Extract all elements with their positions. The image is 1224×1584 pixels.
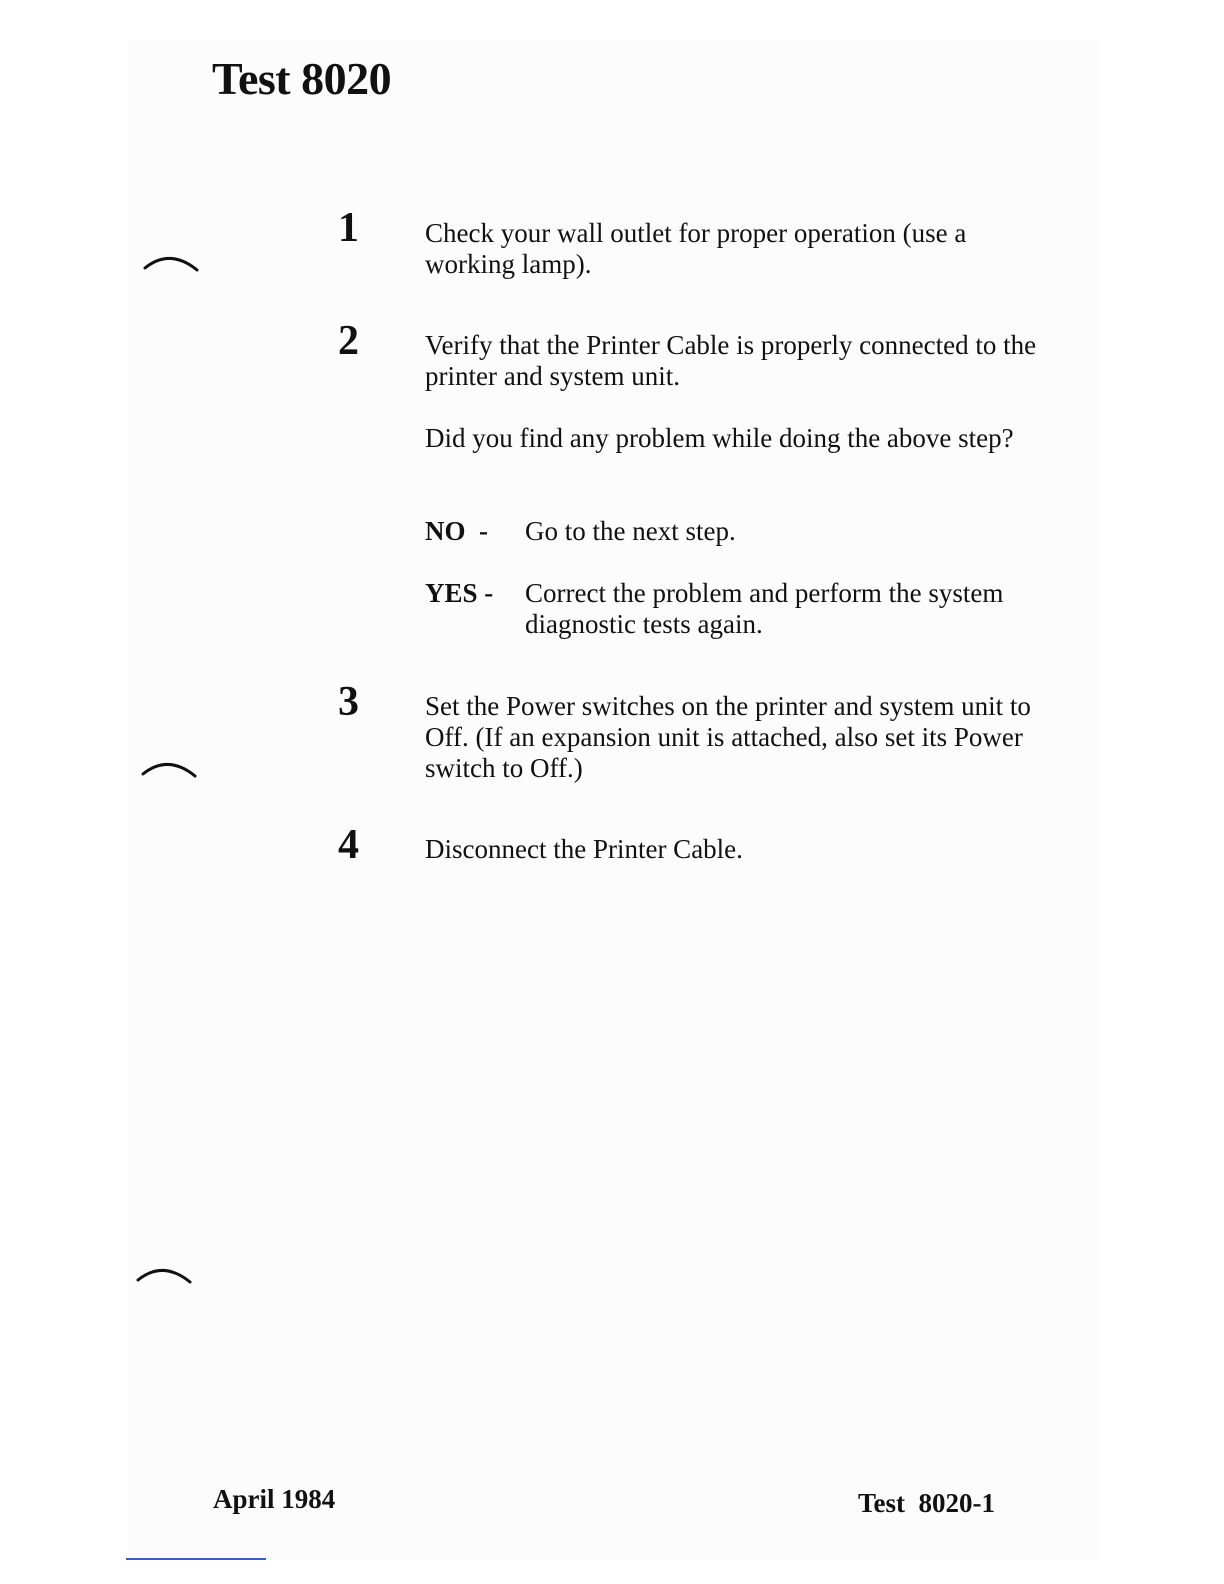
answer-text-no: Go to the next step. <box>525 516 736 546</box>
answer-label-no: NO - <box>425 516 488 546</box>
step-number: 3 <box>338 679 359 725</box>
footer-page-id: Test 8020-1 <box>858 1488 996 1518</box>
step-text: Check your wall outlet for proper operation (use a working lamp). <box>425 218 967 279</box>
answer-text-yes: Correct the problem and perform the system diagnostic tests again. <box>525 578 1004 639</box>
step-number: 4 <box>338 822 359 868</box>
answer-label-yes: YES - <box>425 578 494 608</box>
step-number: 1 <box>338 205 359 251</box>
page-title: Test 8020 <box>212 53 392 104</box>
step-number: 2 <box>338 318 359 364</box>
step-text: Set the Power switches on the printer and system unit to Off. (If an expansion unit is attached, also set its Power switch to Off.) <box>425 691 1031 783</box>
binder-hole-icon <box>142 250 204 278</box>
step-text: Verify that the Printer Cable is properly connected to the printer and system unit. <box>425 330 1037 391</box>
step-text: Disconnect the Printer Cable. <box>425 834 743 864</box>
binder-hole-icon <box>140 756 202 784</box>
footer-date: April 1984 <box>213 1484 336 1514</box>
binder-hole-icon <box>135 1262 197 1290</box>
step-question: Did you find any problem while doing the above step? <box>425 423 1014 453</box>
bottom-rule <box>126 1558 266 1560</box>
